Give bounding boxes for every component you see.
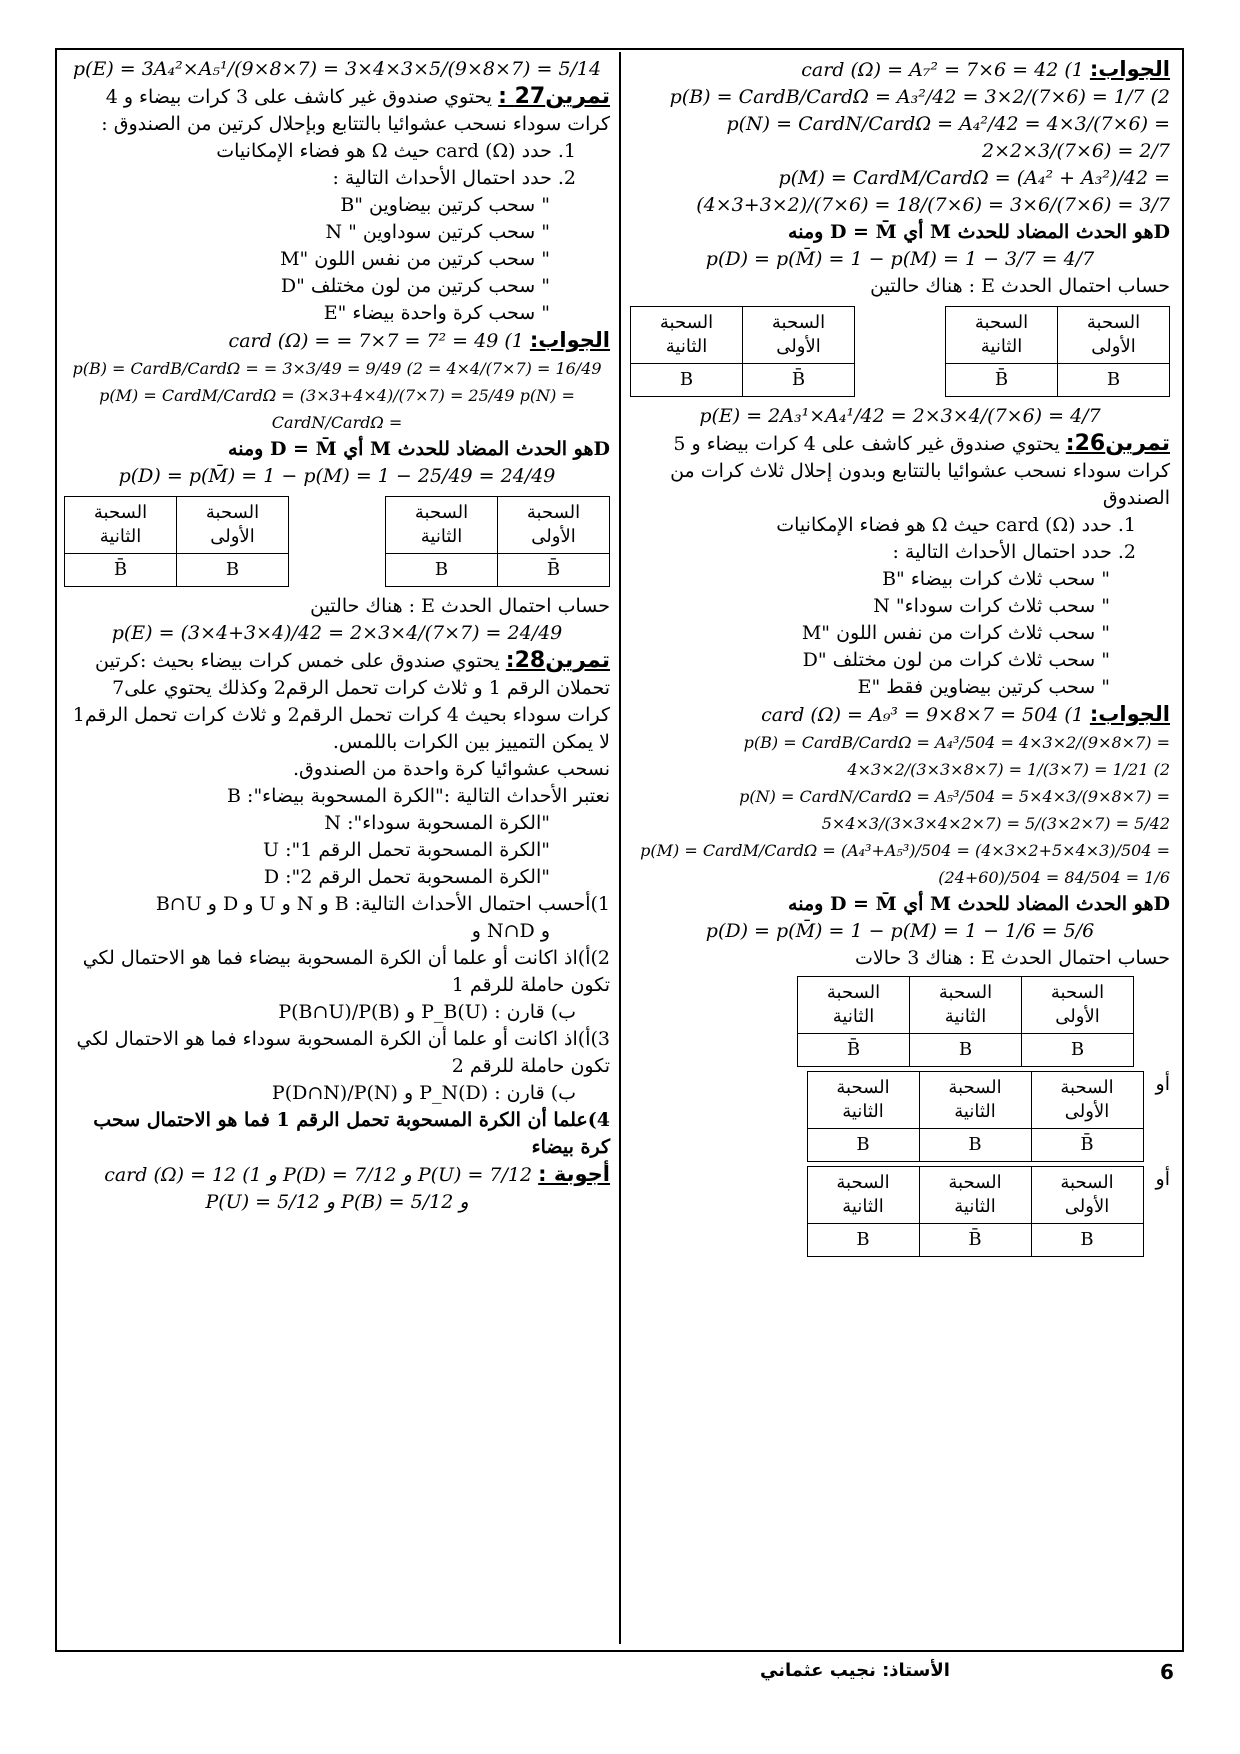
formula-pE-top: p(E) = 3A₄²×A₅¹/(9×8×7) = 3×4×3×5/(9×8×7) = 5/14: [72, 58, 602, 80]
right-column: [630, 56, 1170, 1261]
event-item: "الكرة المسحوبة تحمل الرقم 2": D: [263, 866, 550, 888]
table-header-second: السحبة الثانية: [807, 1072, 919, 1129]
table-cell: B: [386, 554, 498, 587]
exercise-26-title: تمرين26:: [1065, 431, 1170, 456]
answer-28-line: [64, 1161, 610, 1189]
card-omega-26: card (Ω) = A₉³ = 9×8×7 = 504 (1: [761, 704, 1084, 726]
formula-pD-27: p(D) = p(M̄) = 1 − p(M) = 1 − 25/49 = 24/49: [118, 465, 556, 487]
formula-pM-26: p(M) = CardM/CardΩ = (A₄³+A₅³)/504 = (4×3×2+5×4×3)/504 = (24+60)/504 = 84/504 = 1/6: [640, 841, 1170, 887]
formula-pB: p(B) = CardB/CardΩ = A₃²/42 = 3×2/(7×6) = 1/7 (2: [669, 86, 1170, 108]
table-cell: B: [807, 1224, 919, 1257]
answer-label: الجواب:: [529, 328, 610, 352]
event-item: "الكرة المسحوبة تحمل الرقم 1": U: [263, 839, 550, 861]
answer-27-line: [64, 327, 610, 355]
formula-pM: p(M) = CardM/CardΩ = (A₄² + A₃²)/42 = (4×3+3×2)/(7×6) = 18/(7×6) = 3×6/(7×6) = 3/7: [696, 167, 1170, 216]
exercise-28-q2a: 2)أ)اذ اكانت أو علما أن الكرة المسحوبة بيضاء فما هو الاحتمال لكي تكون حاملة للرقم 1: [82, 947, 610, 996]
table-header-first: السحبة الأولى: [1031, 1072, 1143, 1129]
event-item: " سحب ثلاث كرات من لون مختلف "D: [802, 649, 1110, 671]
exercise-28-text: يحتوي صندوق على خمس كرات بيضاء بحيث :كرتين تحملان الرقم 1 و ثلاث كرات تحمل الرقم2 وكذلك يحتوي على7 كرات سوداء بحيث 4 كرات تحمل الرقم2 و ثلاث كرات تحمل الرقم1 لا يمكن التمييز بين الكرات باللمس.: [72, 650, 610, 753]
left-column: [64, 56, 610, 1216]
table-cell: B: [1031, 1224, 1143, 1257]
table-header-first: السحبة الأولى: [498, 497, 610, 554]
table-header-second: السحبة الثانية: [946, 307, 1058, 364]
table-cell: B: [1022, 1034, 1134, 1067]
table-cell: B: [919, 1129, 1031, 1162]
draw-table: [630, 306, 855, 397]
answer-label: أجوبة :: [538, 1162, 610, 1186]
formula-pD-26: p(D) = p(M̄) = 1 − p(M) = 1 − 1/6 = 5/6: [705, 920, 1095, 942]
formula-pN-26: p(N) = CardN/CardΩ = A₅³/504 = 5×4×3/(9×8×7) = 5×4×3/(3×3×4×2×7) = 5/(3×2×7) = 5/42: [739, 787, 1170, 833]
table-cell: B̄: [1031, 1129, 1143, 1162]
or-label: أو: [1155, 1168, 1170, 1190]
event-item: " سحب ثلاث كرات من نفس اللون "M: [801, 622, 1110, 644]
draw-table-3col: [807, 1166, 1144, 1257]
event-item: " سحب كرتين بيضاوين "B: [340, 194, 550, 216]
event-item: " سحب ثلاث كرات بيضاء "B: [882, 568, 1110, 590]
case-table-row: [630, 976, 1170, 1067]
e-calc-note: حساب احتمال الحدث E : هناك حالتين: [870, 275, 1170, 297]
d27-definition: Dهو الحدث المضاد للحدث M أي D = M̄ ومنه: [228, 438, 610, 460]
table-cell: B: [807, 1129, 919, 1162]
table-cell: B̄: [798, 1034, 910, 1067]
formula-pD: p(D) = p(M̄) = 1 − p(M) = 1 − 3/7 = 4/7: [705, 248, 1095, 270]
exercise-28: [64, 647, 610, 756]
table-cell: B: [1058, 364, 1170, 397]
draw-tables-ex27: [64, 496, 610, 587]
formula-pM-27: p(M) = CardM/CardΩ = (3×3+4×4)/(7×7) = 25/49 p(N) = CardN/CardΩ =: [99, 386, 575, 432]
table-header-first: السحبة الأولى: [1058, 307, 1170, 364]
table-header-first: السحبة الأولى: [1022, 977, 1134, 1034]
case-table-row: [630, 1166, 1170, 1257]
answer-28-line1: P(U) = 7/12 و P(D) = 7/12 و card (Ω) = 12 (1: [104, 1164, 533, 1186]
event-item: " سحب ثلاث كرات سوداء" N: [873, 595, 1110, 617]
table-cell: B̄: [946, 364, 1058, 397]
table-header-second: السحبة الثانية: [919, 1167, 1031, 1224]
answer-28-line2: P(U) = 5/12 و P(B) = 5/12 و: [205, 1191, 469, 1213]
or-label: أو: [1155, 1073, 1170, 1095]
exercise-26-q2: 2. حدد احتمال الأحداث التالية :: [892, 541, 1136, 563]
exercise-28-q3b: ب) قارن : P_N(D) و P(D∩N)/P(N): [271, 1082, 576, 1104]
exercise-28-q1b: و N∩D و: [471, 920, 550, 942]
draw-table: [385, 496, 610, 587]
formula-pE-27: p(E) = (3×4+3×4)/42 = 2×3×4/(7×7) = 24/49: [111, 622, 563, 644]
event-item: " سحب كرتين من نفس اللون "M: [280, 248, 550, 270]
formula-pN: p(N) = CardN/CardΩ = A₄²/42 = 4×3/(7×6) = 2×2×3/(7×6) = 2/7: [726, 113, 1170, 162]
table-header-first: السحبة الأولى: [743, 307, 855, 364]
exercise-28-q2b: ب) قارن : P_B(U) و P(B∩U)/P(B): [278, 1001, 576, 1023]
page-number: 6: [1160, 1660, 1174, 1684]
table-cell: B̄: [65, 554, 177, 587]
column-divider: [619, 52, 621, 1644]
exercise-28-draw: نسحب عشوائيا كرة واحدة من الصندوق.: [292, 758, 610, 780]
event-item: " سحب كرتين بيضاوين فقط "E: [857, 676, 1110, 698]
exercise-27-q1: 1. حدد card (Ω) حيث Ω هو فضاء الإمكانيات: [216, 140, 576, 162]
table-cell: B̄: [498, 554, 610, 587]
answer-26-line: [630, 701, 1170, 729]
event-item: " سحب كرتين سوداوين " N: [325, 221, 550, 243]
table-header-second: السحبة الثانية: [798, 977, 910, 1034]
exercise-26-q1: 1. حدد card (Ω) حيث Ω هو فضاء الإمكانيات: [776, 514, 1136, 536]
exercise-28-consider: نعتبر الأحداث التالية :"الكرة المسحوبة بيضاء": B: [227, 785, 610, 807]
event-item: " سحب كرة واحدة بيضاء "E: [323, 302, 550, 324]
answer-label: الجواب:: [1089, 57, 1170, 81]
answer-label: الجواب:: [1089, 702, 1170, 726]
exercise-28-title: تمرين28:: [505, 648, 610, 673]
exercise-27: [64, 83, 610, 138]
table-header-second: السحبة الثانية: [65, 497, 177, 554]
d-definition: Dهو الحدث المضاد للحدث M أي D = M̄ ومنه: [788, 221, 1170, 243]
draw-table-3col: [807, 1071, 1144, 1162]
table-cell: B: [177, 554, 289, 587]
case-table-row: [630, 1071, 1170, 1162]
table-cell: B̄: [919, 1224, 1031, 1257]
exercise-27-title: تمرين27 :: [498, 84, 610, 109]
table-header-second: السحبة الثانية: [807, 1167, 919, 1224]
exercise-28-q1: 1)أحسب احتمال الأحداث التالية: B و N و U و D و B∩U: [155, 893, 610, 915]
e27-calc-note: حساب احتمال الحدث E : هناك حالتين: [310, 595, 610, 617]
event-item: "الكرة المسحوبة سوداء": N: [324, 812, 550, 834]
table-cell: B: [631, 364, 743, 397]
formula-pB-27: p(B) = CardB/CardΩ = = 3×3/49 = 9/49 (2 = 4×4/(7×7) = 16/49: [72, 359, 602, 378]
table-header-first: السحبة الأولى: [177, 497, 289, 554]
table-header-first: السحبة الأولى: [1031, 1167, 1143, 1224]
exercise-27-text: يحتوي صندوق غير كاشف على 3 كرات بيضاء و 4 كرات سوداء نسحب عشوائيا بالتتابع وبإحلال كرتين من الصندوق :: [101, 86, 610, 135]
draw-table: [64, 496, 289, 587]
card-omega-27: card (Ω) = = 7×7 = 7² = 49 (1: [228, 330, 524, 352]
author-name: الأستاذ: نجيب عثماني: [760, 1660, 950, 1681]
exercise-27-q2: 2. حدد احتمال الأحداث التالية :: [332, 167, 576, 189]
formula-pB-26: p(B) = CardB/CardΩ = A₄³/504 = 4×3×2/(9×8×7) = 4×3×2/(3×3×8×7) = 1/(3×7) = 1/21 (2: [743, 733, 1170, 779]
exercise-26-text: يحتوي صندوق غير كاشف على 4 كرات بيضاء و 5 كرات سوداء نسحب عشوائيا بالتتابع وبدون إحلال ثلاث كرات من الصندوق: [670, 433, 1170, 509]
table-header-second: السحبة الثانية: [386, 497, 498, 554]
exercise-28-q3a: 3)أ)اذ اكانت أو علما أن الكرة المسحوبة سوداء فما هو الاحتمال لكي تكون حاملة للرقم 2: [76, 1028, 610, 1077]
draw-tables-ex25: [630, 306, 1170, 397]
exercise-26: [630, 430, 1170, 512]
table-header-second: السحبة الثانية: [631, 307, 743, 364]
table-cell: B̄: [743, 364, 855, 397]
draw-table-3col: [797, 976, 1134, 1067]
table-cell: B: [910, 1034, 1022, 1067]
answer-1-line: [630, 56, 1170, 84]
d26-definition: Dهو الحدث المضاد للحدث M أي D = M̄ ومنه: [788, 893, 1170, 915]
table-header-second: السحبة الثانية: [919, 1072, 1031, 1129]
event-item: " سحب كرتين من لون مختلف "D: [280, 275, 550, 297]
formula-pE: p(E) = 2A₃¹×A₄¹/42 = 2×3×4/(7×6) = 4/7: [699, 405, 1101, 427]
card-omega-formula: card (Ω) = A₇² = 7×6 = 42 (1: [801, 59, 1084, 81]
e26-calc-note: حساب احتمال الحدث E : هناك 3 حالات: [854, 947, 1170, 969]
exercise-28-q4: 4)علما أن الكرة المسحوبة تحمل الرقم 1 فما هو الاحتمال سحب كرة بيضاء: [93, 1109, 610, 1158]
draw-table: [945, 306, 1170, 397]
table-header-second: السحبة الثانية: [910, 977, 1022, 1034]
